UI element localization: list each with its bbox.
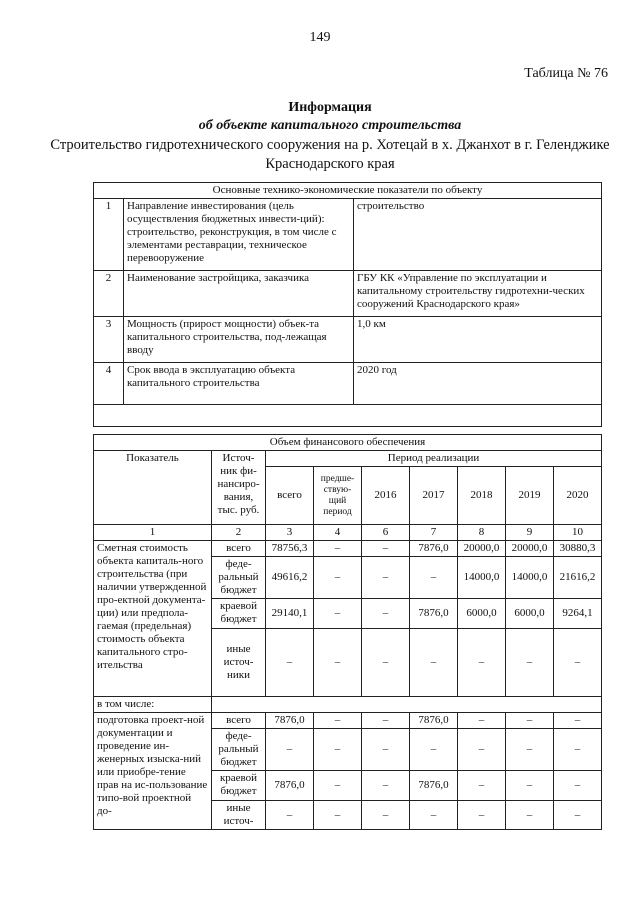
- value-cell: –: [266, 801, 314, 830]
- value-cell: 20000,0: [506, 541, 554, 557]
- header-period: Период реализации: [266, 451, 602, 467]
- value-cell: –: [506, 629, 554, 697]
- value-cell: –: [506, 771, 554, 801]
- object-name: Строительство гидротехнического сооружения на р. Хотецай в х. Джанхот в г. Геленджике Краснодарского края: [50, 137, 610, 172]
- value-cell: –: [458, 729, 506, 771]
- value-cell: 7876,0: [410, 541, 458, 557]
- col-number: 10: [554, 525, 602, 541]
- col-number: 3: [266, 525, 314, 541]
- value-cell: –: [362, 629, 410, 697]
- value-cell: –: [314, 599, 362, 629]
- value-cell: –: [362, 557, 410, 599]
- col-number: 4: [314, 525, 362, 541]
- header-indicator: Показатель: [94, 451, 212, 525]
- value-cell: –: [266, 629, 314, 697]
- value-cell: –: [554, 713, 602, 729]
- empty-cell: [94, 405, 602, 427]
- value-cell: –: [314, 771, 362, 801]
- value-cell: –: [362, 541, 410, 557]
- value-cell: –: [458, 713, 506, 729]
- indicator-row: [94, 363, 602, 405]
- header-year: 2018: [458, 467, 506, 525]
- header-year: 2016: [362, 467, 410, 525]
- value-cell: 7876,0: [410, 599, 458, 629]
- value-cell: –: [314, 713, 362, 729]
- value-cell: –: [362, 713, 410, 729]
- value-cell: –: [314, 541, 362, 557]
- value-cell: 30880,3: [554, 541, 602, 557]
- col-number: 6: [362, 525, 410, 541]
- row-number: 4: [94, 363, 124, 405]
- source-cell: краевой бюджет: [212, 599, 266, 629]
- value-cell: 14000,0: [506, 557, 554, 599]
- source-cell: всего: [212, 713, 266, 729]
- col-number: 1: [94, 525, 212, 541]
- value-cell: 21616,2: [554, 557, 602, 599]
- table-row: [94, 713, 602, 729]
- value-cell: 7876,0: [410, 713, 458, 729]
- source-cell: всего: [212, 541, 266, 557]
- row-label: Мощность (прирост мощности) объек-та капитального строительства, под-лежащая вводу: [124, 317, 354, 363]
- design-label: подготовка проект-ной документации и проведение ин-женерных изыска-ний или приобре-тение прав на ис-пользование типо-вой проектной до-: [94, 713, 212, 830]
- finance-table: [93, 434, 602, 830]
- header-source: Источ-ник фи-нансиро-вания, тыс. руб.: [212, 451, 266, 525]
- value-cell: –: [362, 771, 410, 801]
- value-cell: 7876,0: [410, 771, 458, 801]
- value-cell: –: [362, 801, 410, 830]
- value-cell: 6000,0: [506, 599, 554, 629]
- row-value: 1,0 км: [354, 317, 602, 363]
- source-cell: феде-ральный бюджет: [212, 557, 266, 599]
- value-cell: –: [362, 599, 410, 629]
- value-cell: –: [554, 771, 602, 801]
- value-cell: –: [506, 801, 554, 830]
- section-finance-header: Объем финансового обеспечения: [94, 435, 602, 451]
- value-cell: –: [410, 801, 458, 830]
- value-cell: –: [554, 729, 602, 771]
- value-cell: –: [458, 771, 506, 801]
- value-cell: 20000,0: [458, 541, 506, 557]
- source-cell: иные источ-ники: [212, 629, 266, 697]
- value-cell: –: [554, 801, 602, 830]
- value-cell: 7876,0: [266, 771, 314, 801]
- row-value: 2020 год: [354, 363, 602, 405]
- value-cell: –: [410, 557, 458, 599]
- indicator-row: [94, 317, 602, 363]
- row-value: ГБУ КК «Управление по эксплуатации и капитальному строительству гидротехни-ческих сооружений Краснодарского края»: [354, 271, 602, 317]
- value-cell: 7876,0: [266, 713, 314, 729]
- value-cell: 9264,1: [554, 599, 602, 629]
- value-cell: –: [506, 729, 554, 771]
- including-row: [94, 697, 602, 713]
- row-value: строительство: [354, 199, 602, 271]
- value-cell: –: [458, 629, 506, 697]
- estimate-label: Сметная стоимость объекта капиталь-ного строительства (при наличии утвержденной про-ектной документа-ции) или предпола-гаемая (предельная) стоимость объекта капитального стро-ительства: [94, 541, 212, 697]
- value-cell: 14000,0: [458, 557, 506, 599]
- table-row: [94, 541, 602, 557]
- header-year: 2020: [554, 467, 602, 525]
- value-cell: –: [458, 801, 506, 830]
- col-number: 9: [506, 525, 554, 541]
- value-cell: –: [314, 801, 362, 830]
- row-number: 2: [94, 271, 124, 317]
- row-number: 1: [94, 199, 124, 271]
- indicator-row: [94, 199, 602, 271]
- value-cell: 29140,1: [266, 599, 314, 629]
- header-previous: предше-ствую-щий период: [314, 467, 362, 525]
- row-label: Наименование застройщика, заказчика: [124, 271, 354, 317]
- column-numbers-row: [94, 525, 602, 541]
- value-cell: –: [314, 729, 362, 771]
- value-cell: –: [314, 557, 362, 599]
- row-label: Срок ввода в эксплуатацию объекта капитального строительства: [124, 363, 354, 405]
- spacer-row: [94, 405, 602, 427]
- header-total: всего: [266, 467, 314, 525]
- document-title: Информация: [288, 100, 372, 115]
- value-cell: –: [410, 729, 458, 771]
- table-label: Таблица № 76: [524, 66, 608, 81]
- header-year: 2017: [410, 467, 458, 525]
- header-year: 2019: [506, 467, 554, 525]
- section-main-header: Основные технико-экономические показатели по объекту: [94, 183, 602, 199]
- document-subtitle: об объекте капитального строительства: [198, 118, 462, 133]
- value-cell: –: [506, 713, 554, 729]
- source-cell: краевой бюджет: [212, 771, 266, 801]
- source-cell: феде-ральный бюджет: [212, 729, 266, 771]
- value-cell: 49616,2: [266, 557, 314, 599]
- main-indicators-table: [93, 182, 602, 427]
- value-cell: –: [314, 629, 362, 697]
- including-label: в том числе:: [94, 697, 212, 713]
- value-cell: –: [266, 729, 314, 771]
- indicator-row: [94, 271, 602, 317]
- value-cell: 6000,0: [458, 599, 506, 629]
- col-number: 7: [410, 525, 458, 541]
- page-number: 149: [309, 30, 331, 45]
- col-number: 8: [458, 525, 506, 541]
- value-cell: –: [410, 629, 458, 697]
- row-label: Направление инвестирования (цель осуществления бюджетных инвести-ций): строительство, реконструкция, в том числе с элементами реставрации, техническое перевооружение: [124, 199, 354, 271]
- row-number: 3: [94, 317, 124, 363]
- value-cell: 78756,3: [266, 541, 314, 557]
- value-cell: –: [554, 629, 602, 697]
- source-cell: иные источ-: [212, 801, 266, 830]
- empty-cell: [212, 697, 602, 713]
- value-cell: –: [362, 729, 410, 771]
- col-number: 2: [212, 525, 266, 541]
